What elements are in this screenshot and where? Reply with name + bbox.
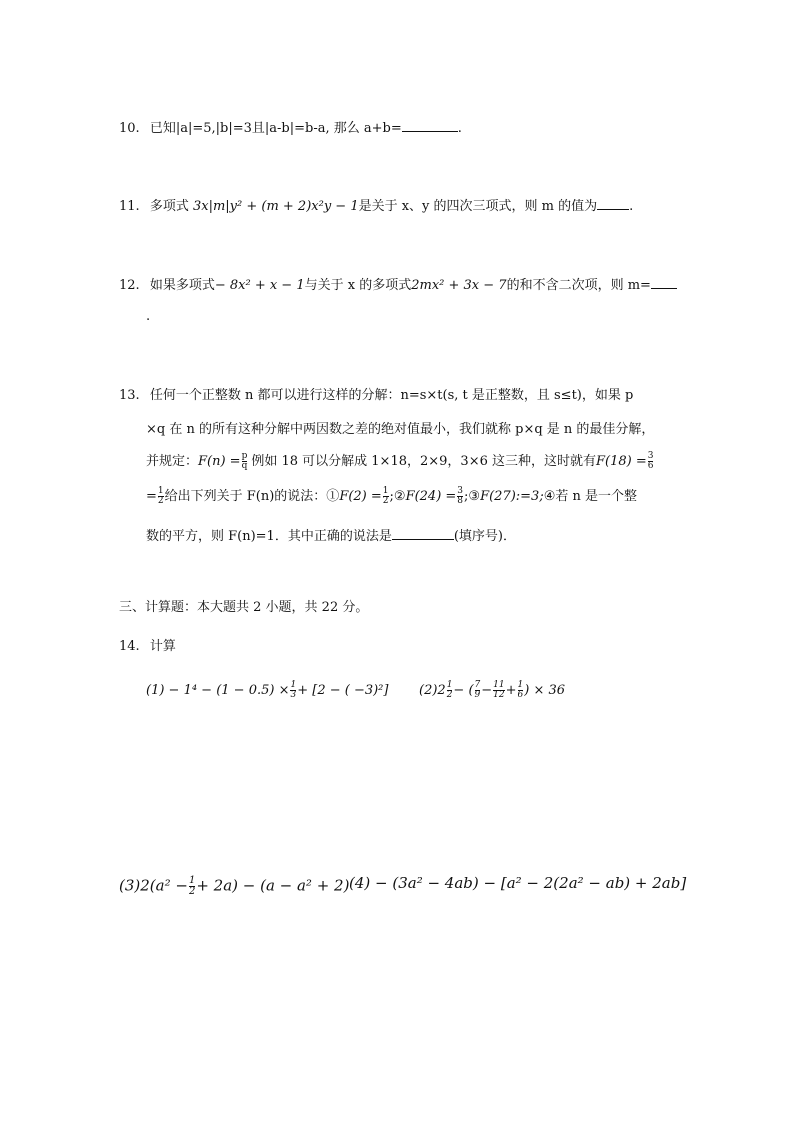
question-13-line1 (119, 389, 633, 402)
question-10 (119, 119, 462, 135)
question-text-post: 的和不含二次项，则 m= (506, 278, 651, 293)
formula: F(2) = (339, 489, 382, 504)
question-number: 12. (119, 278, 140, 293)
text: 并规定： (146, 454, 199, 469)
question-12 (119, 276, 677, 292)
problem-4: (4) − (3a² − 4ab) − [a² − 2(2a² − ab) + 2ab] (349, 874, 687, 892)
expression: (2)2 (419, 683, 446, 698)
question-number: 10. (119, 121, 140, 136)
question-text-post: 是关于 x、y 的四次三项式，则 m 的值为 (358, 199, 598, 214)
question-14 (119, 640, 176, 653)
question-text: 已知|a|=5,|b|=3且|a-b|=b-a, 那么 a+b= (149, 121, 402, 136)
text: (填序号)． (453, 529, 516, 544)
fraction: $\frac{1}{2}$ (446, 680, 453, 700)
text: 例如 18 可以分解成 1×18，2×9，3×6 这三种，这时就有 (251, 454, 596, 469)
expression: (3)2(a² − (119, 876, 188, 895)
polynomial-expression: 3x|m|y² + (m + 2)x²y − 1 (192, 199, 359, 214)
polynomial-1: − 8x² + x − 1 (214, 278, 305, 293)
text: 数的平方，则 F(n)=1．其中正确的说法是 (146, 529, 392, 544)
answer-blank (597, 197, 629, 210)
fraction: $\frac{1}{3}$ (290, 680, 297, 700)
problem-3 (119, 876, 349, 897)
question-11 (119, 197, 633, 213)
expression: ) × 36 (524, 683, 566, 698)
period: . (629, 199, 634, 214)
polynomial-2: 2mx² + 3x − 7 (411, 278, 507, 293)
question-label: 计算 (149, 639, 176, 654)
expression: − ( (453, 683, 474, 698)
problem-2 (419, 681, 565, 700)
question-text-pre: 如果多项式 (149, 278, 215, 293)
text: ;③ (464, 489, 481, 504)
formula: F(n) = (198, 454, 241, 469)
question-number: 14. (119, 639, 140, 654)
fraction: $\frac{1}{2}$ (157, 486, 164, 506)
expression: + [2 − ( −3)²] (297, 683, 389, 698)
formula: F(24) = (405, 489, 457, 504)
text: ④若 n 是一个整 (543, 489, 638, 504)
question-13-line5 (146, 527, 516, 543)
question-text-mid: 与关于 x 的多项式 (304, 278, 412, 293)
operator: − (481, 683, 493, 698)
period: . (457, 121, 462, 136)
formula: F(18) = (596, 454, 647, 469)
fraction: $\frac{1}{2}$ (382, 486, 389, 506)
question-13-line4 (146, 487, 637, 506)
question-number: 11. (119, 199, 140, 214)
question-text-pre: 多项式 (149, 199, 193, 214)
expression: (1) − 1⁴ − (1 − 0.5) × (146, 683, 290, 698)
question-13-line2: ×q 在 n 的所有这种分解中两因数之差的绝对值最小，我们就称 p×q 是 n 的最佳分解， (146, 422, 655, 437)
fraction: $\frac{p}{q}$ (241, 451, 248, 471)
formula: F(27):=3; (480, 489, 544, 504)
question-number: 13. (119, 388, 140, 403)
text: ;② (389, 489, 406, 504)
text: 给出下列关于 F(n)的说法：① (164, 489, 340, 504)
section-title: 三、计算题：本大题共 2 小题，共 22 分。 (119, 600, 369, 615)
fraction: $\frac{1}{2}$ (188, 875, 196, 897)
operator: + (505, 683, 517, 698)
question-13-line3 (146, 452, 654, 471)
fraction: $\frac{11}{12}$ (493, 680, 505, 700)
question-text: 任何一个正整数 n 都可以进行这样的分解：n=s×t(s, t 是正整数，且 s≤t)，如果 p (149, 388, 634, 403)
problem-1 (146, 681, 388, 700)
fraction: $\frac{7}{9}$ (474, 680, 481, 700)
answer-blank (651, 276, 677, 289)
question-12-end: . (146, 309, 151, 324)
answer-blank (392, 527, 454, 540)
fraction: $\frac{1}{6}$ (517, 680, 524, 700)
equals: = (146, 489, 157, 504)
fraction: $\frac{3}{8}$ (457, 486, 464, 506)
answer-blank (402, 119, 458, 132)
expression: + 2a) − (a − a² + 2) (196, 876, 350, 895)
fraction: $\frac{3}{6}$ (647, 451, 654, 471)
